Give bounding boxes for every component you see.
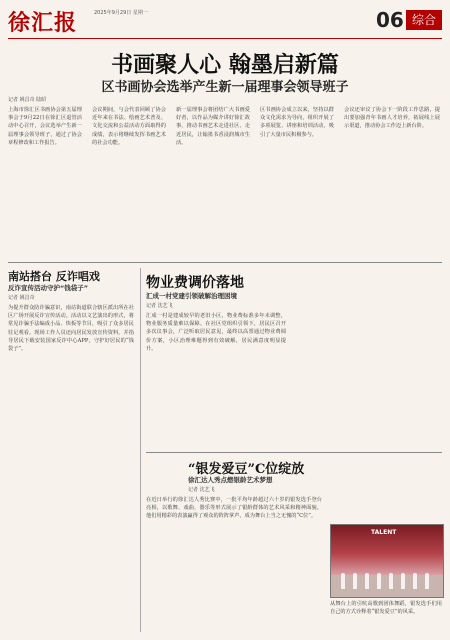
performer-figure — [353, 573, 357, 589]
section-label: 综合 — [406, 10, 442, 30]
story4-byline: 记者 沈艺飞 — [188, 487, 215, 493]
story3-byline: 记者 沈艺飞 — [146, 303, 173, 309]
lead-column-2: 会议期间，与会代表回顾了协会近年来在书法、绘画艺术普及、文化交流和公益活动方面取得的成绩，表示将继续发挥书画艺术的社会功能。 — [92, 107, 166, 146]
talent-show-photo — [330, 524, 444, 598]
lead-subtitle: 区书画协会选举产生新一届理事会领导班子 — [101, 80, 349, 95]
page-number: 06 — [376, 8, 404, 32]
lead-column-5: 会议还审议了协会下一阶段工作思路，提出要加强青年书画人才培养，拓展线上展示渠道，推动协会工作迈上新台阶。 — [344, 107, 440, 130]
performer-figure — [401, 573, 405, 589]
lead-column-4: 区书画协会成立以来，坚持以群众文化需求为导向，组织开展了多项展览、讲座和培训活动，吸引了大量市民积极参与。 — [260, 107, 334, 138]
story2-byline: 记者 姚昌奇 — [8, 295, 35, 301]
performer-figure — [341, 573, 345, 589]
story2-title: 南站搭台 反诈唱戏 — [8, 270, 100, 283]
stage-banner: TALENT — [371, 529, 397, 536]
story4-title: “银发爱豆”C位绽放 — [188, 462, 305, 477]
story2-body: 为提升群众防诈骗意识，南站街道联合辖区派出所在社区广场开展反诈宣传活动。活动以文艺演出的形式，将常见诈骗手法编成小品、快板等节目，吸引了众多居民驻足观看。现场工作人员还向居民发放宣传资料，并指导居民下载安装国家反诈中心APP，守护好居民的“钱袋子”。 — [8, 305, 134, 353]
story-divider — [146, 452, 442, 453]
performer-figure — [413, 573, 417, 589]
lead-byline: 记者 姚昌奇 陆昭 — [8, 97, 47, 103]
story3-title: 物业费调价落地 — [146, 275, 244, 291]
masthead: 徐汇报 — [8, 10, 78, 36]
performer-figure — [365, 573, 369, 589]
photo-caption: 从舞台上的引吭高歌到团体舞蹈，银发选手们用自己的方式诠释着“银发爱豆”的风采。 — [330, 601, 442, 616]
performer-figure — [377, 573, 381, 589]
story3-subtitle: 汇成一村党建引领破解治理困境 — [146, 292, 237, 300]
column-divider — [140, 268, 141, 632]
lead-column-3: 新一届理事会将团结广大书画爱好者，以作品为媒介讲好徐汇故事，推动书画艺术走进社区、走近居民，让翰墨书香浸润城市生活。 — [176, 107, 250, 146]
lead-column-1: 上海市徐汇区书画协会第五届理事会于9月22日在徐汇区退管活动中心召开，会议选举产生新一届理事会领导班子，通过了协会章程修改和工作报告。 — [8, 107, 82, 146]
performer-figure — [389, 573, 393, 589]
story2-subtitle: 反诈宣传活动守护“钱袋子” — [8, 284, 89, 292]
story3-body: 汇成一村是建成较早的老旧小区，物业费标准多年未调整，物业服务质量难以保障。在社区党组织引领下，居民区召开多次议事会，广泛听取居民意见，最终以高票通过物业费调价方案，小区治理难题得到有效破解，居民满意度明显提升。 — [146, 313, 286, 352]
story4-body: 在近日举行的徐汇达人秀比赛中，一批平均年龄超过六十岁的银发选手登台亮相，以歌舞、戏曲、器乐等形式展示了银龄群体的艺术风采和精神面貌。他们用精彩的表演赢得了观众的阵阵掌声，成为舞台上当之无愧的“C位”。 — [146, 497, 322, 520]
dateline: 2025年9月29日 星期一 — [94, 10, 148, 16]
story4-subtitle: 徐汇达人秀点燃银龄艺术梦想 — [188, 476, 273, 484]
section-divider — [8, 262, 442, 263]
lead-title: 书画聚人心 翰墨启新篇 — [111, 52, 339, 78]
page-header — [8, 4, 442, 39]
performer-figure — [425, 573, 429, 589]
